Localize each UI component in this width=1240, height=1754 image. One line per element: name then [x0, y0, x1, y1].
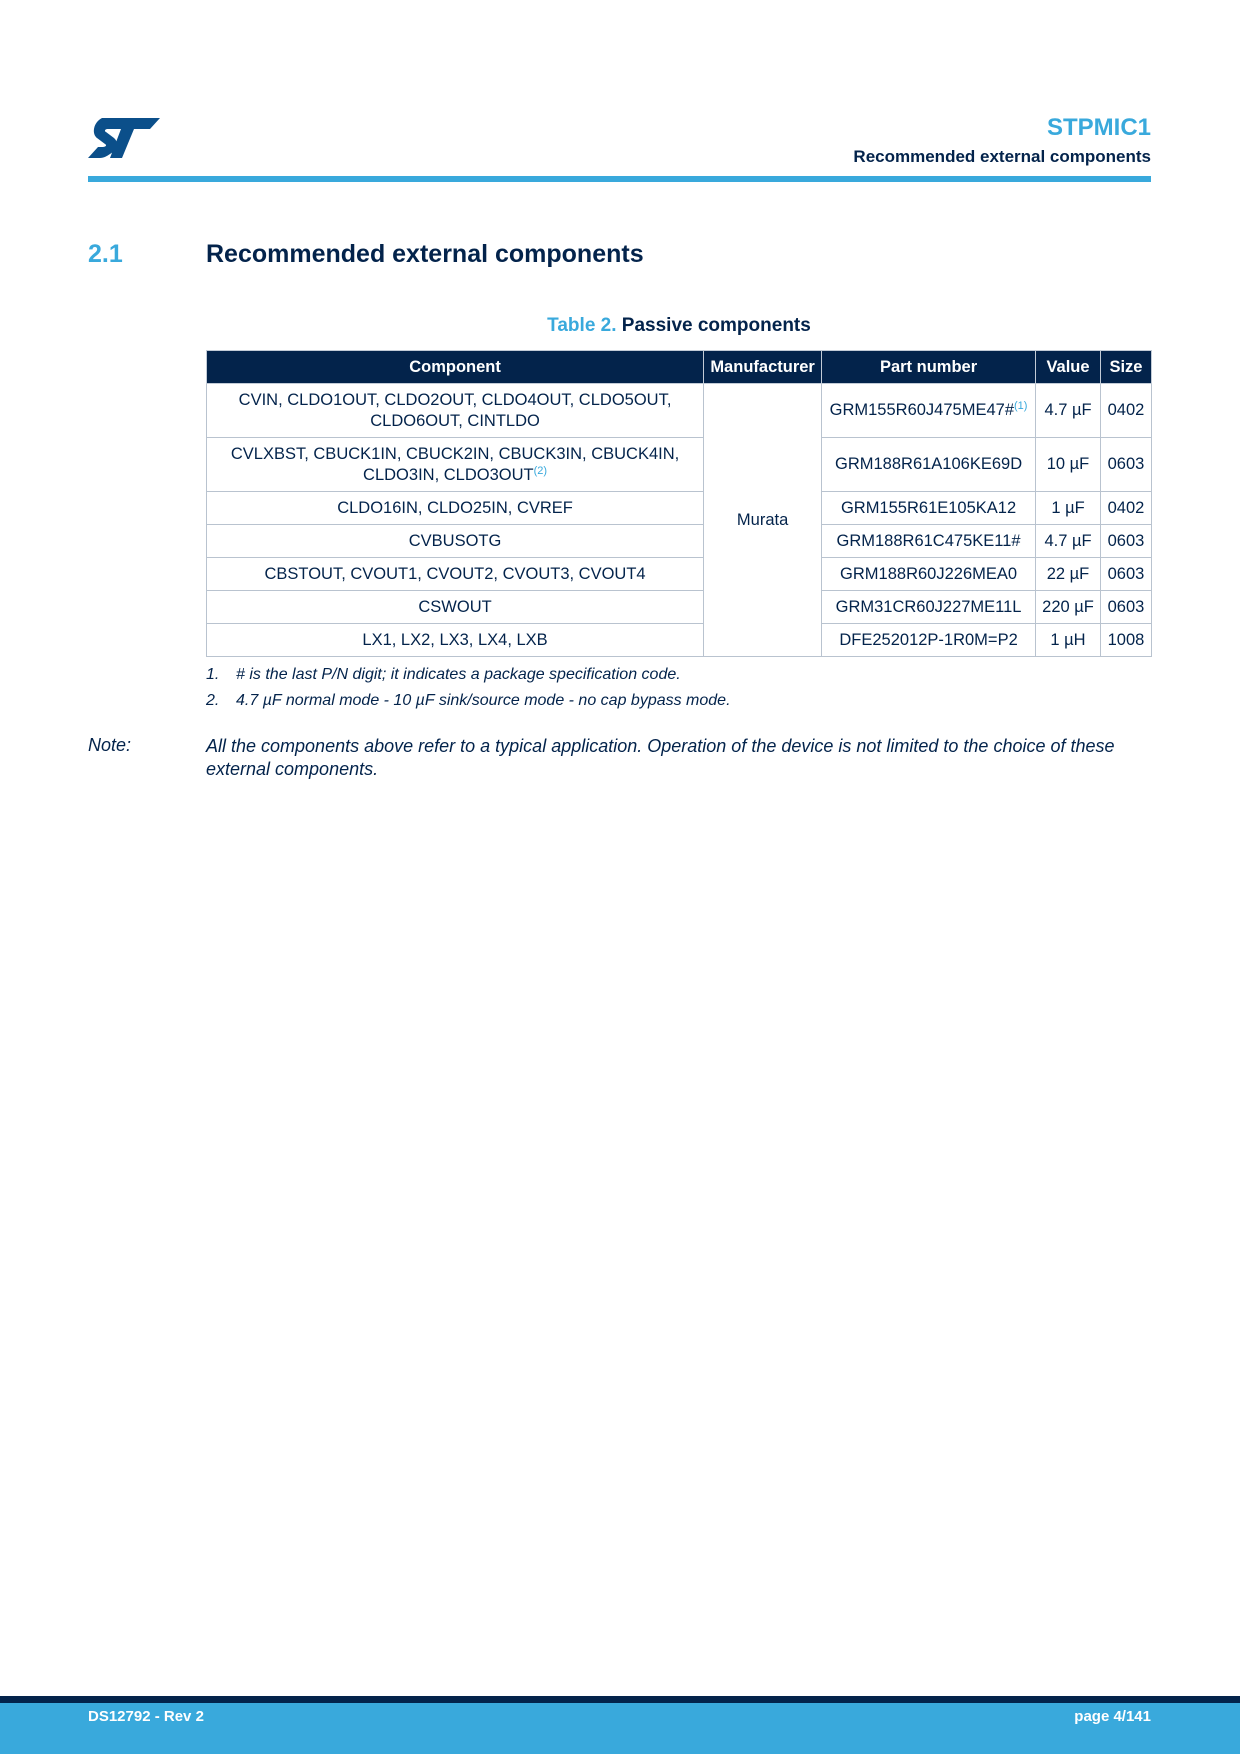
section-title: Recommended external components: [206, 240, 644, 268]
column-header-value: Value: [1036, 351, 1101, 384]
header-divider: [88, 176, 1151, 182]
value-cell: 220 µF: [1036, 591, 1101, 624]
note-text: All the components above refer to a typical application. Operation of the device is not limited to the choice of these external components.: [206, 736, 1115, 779]
footnote-2: [206, 692, 731, 710]
value-cell: 10 µF: [1036, 438, 1101, 492]
table-row: [207, 591, 1152, 624]
part-number-cell: GRM188R61A106KE69D: [822, 438, 1036, 492]
table-row: [207, 492, 1152, 525]
table-header-row: [207, 351, 1152, 384]
size-cell: 0402: [1100, 384, 1151, 438]
component-text: CVIN, CLDO1OUT, CLDO2OUT, CLDO4OUT, CLDO5OUT, CLDO6OUT, CINTLDO: [238, 390, 672, 430]
value-cell: 1 µF: [1036, 492, 1101, 525]
size-cell: 0603: [1100, 438, 1151, 492]
header-product-name: STPMIC1: [1046, 114, 1151, 141]
footer-page-number: page 4/141: [1074, 1708, 1151, 1725]
manufacturer-cell: Murata: [704, 384, 822, 657]
footnote-1: [206, 666, 681, 684]
footnote-number: 1.: [206, 666, 220, 683]
footer-doc-id: DS12792 - Rev 2: [88, 1708, 204, 1725]
footnote-ref-1[interactable]: (1): [1014, 400, 1028, 412]
value-cell: 4.7 µF: [1036, 384, 1101, 438]
footnote-text: # is the last P/N digit; it indicates a package specification code.: [236, 666, 681, 683]
table-row: [207, 525, 1152, 558]
column-header-part-number: Part number: [822, 351, 1036, 384]
value-cell: 1 µH: [1036, 624, 1101, 657]
component-cell: CSWOUT: [207, 591, 704, 624]
value-cell: 4.7 µF: [1036, 525, 1101, 558]
part-number-cell: [822, 384, 1036, 438]
column-header-manufacturer: Manufacturer: [704, 351, 822, 384]
component-cell: [207, 384, 704, 438]
table-caption-title: Passive components: [621, 315, 811, 336]
table-caption: [206, 315, 1152, 337]
column-header-component: Component: [207, 351, 704, 384]
footnote-number: 2.: [206, 692, 220, 709]
header-subtitle: Recommended external components: [853, 147, 1151, 166]
component-cell: CLDO16IN, CLDO25IN, CVREF: [207, 492, 704, 525]
component-cell: CVBUSOTG: [207, 525, 704, 558]
size-cell: 0603: [1100, 558, 1151, 591]
section-number: 2.1: [88, 240, 123, 268]
value-cell: 22 µF: [1036, 558, 1101, 591]
size-cell: 1008: [1100, 624, 1151, 657]
part-number-cell: GRM155R61E105KA12: [822, 492, 1036, 525]
part-number-cell: GRM188R60J226MEA0: [822, 558, 1036, 591]
note-label: Note:: [88, 735, 132, 755]
footnote-ref-2[interactable]: (2): [533, 464, 548, 477]
table-row: [207, 438, 1152, 492]
st-logo: [88, 118, 160, 158]
part-number-cell: GRM31CR60J227ME11L: [822, 591, 1036, 624]
component-text: CVLXBST, CBUCK1IN, CBUCK2IN, CBUCK3IN, CBUCK4IN, CLDO3IN, CLDO3OUT: [230, 444, 680, 484]
part-number-cell: DFE252012P-1R0M=P2: [822, 624, 1036, 657]
size-cell: 0603: [1100, 525, 1151, 558]
footnote-text: 4.7 µF normal mode - 10 µF sink/source mode - no cap bypass mode.: [236, 692, 731, 709]
part-number-cell: GRM188R61C475KE11#: [822, 525, 1036, 558]
table-row: [207, 384, 1152, 438]
footer-divider: [0, 1696, 1240, 1703]
table-caption-label: Table 2.: [547, 315, 617, 336]
size-cell: 0402: [1100, 492, 1151, 525]
table-row: [207, 624, 1152, 657]
part-number-text: GRM155R60J475ME47#: [829, 401, 1014, 419]
component-cell: LX1, LX2, LX3, LX4, LXB: [207, 624, 704, 657]
table-row: [207, 558, 1152, 591]
component-cell: [207, 438, 704, 492]
component-cell: CBSTOUT, CVOUT1, CVOUT2, CVOUT3, CVOUT4: [207, 558, 704, 591]
passive-components-table: [206, 350, 1152, 657]
size-cell: 0603: [1100, 591, 1151, 624]
column-header-size: Size: [1100, 351, 1151, 384]
